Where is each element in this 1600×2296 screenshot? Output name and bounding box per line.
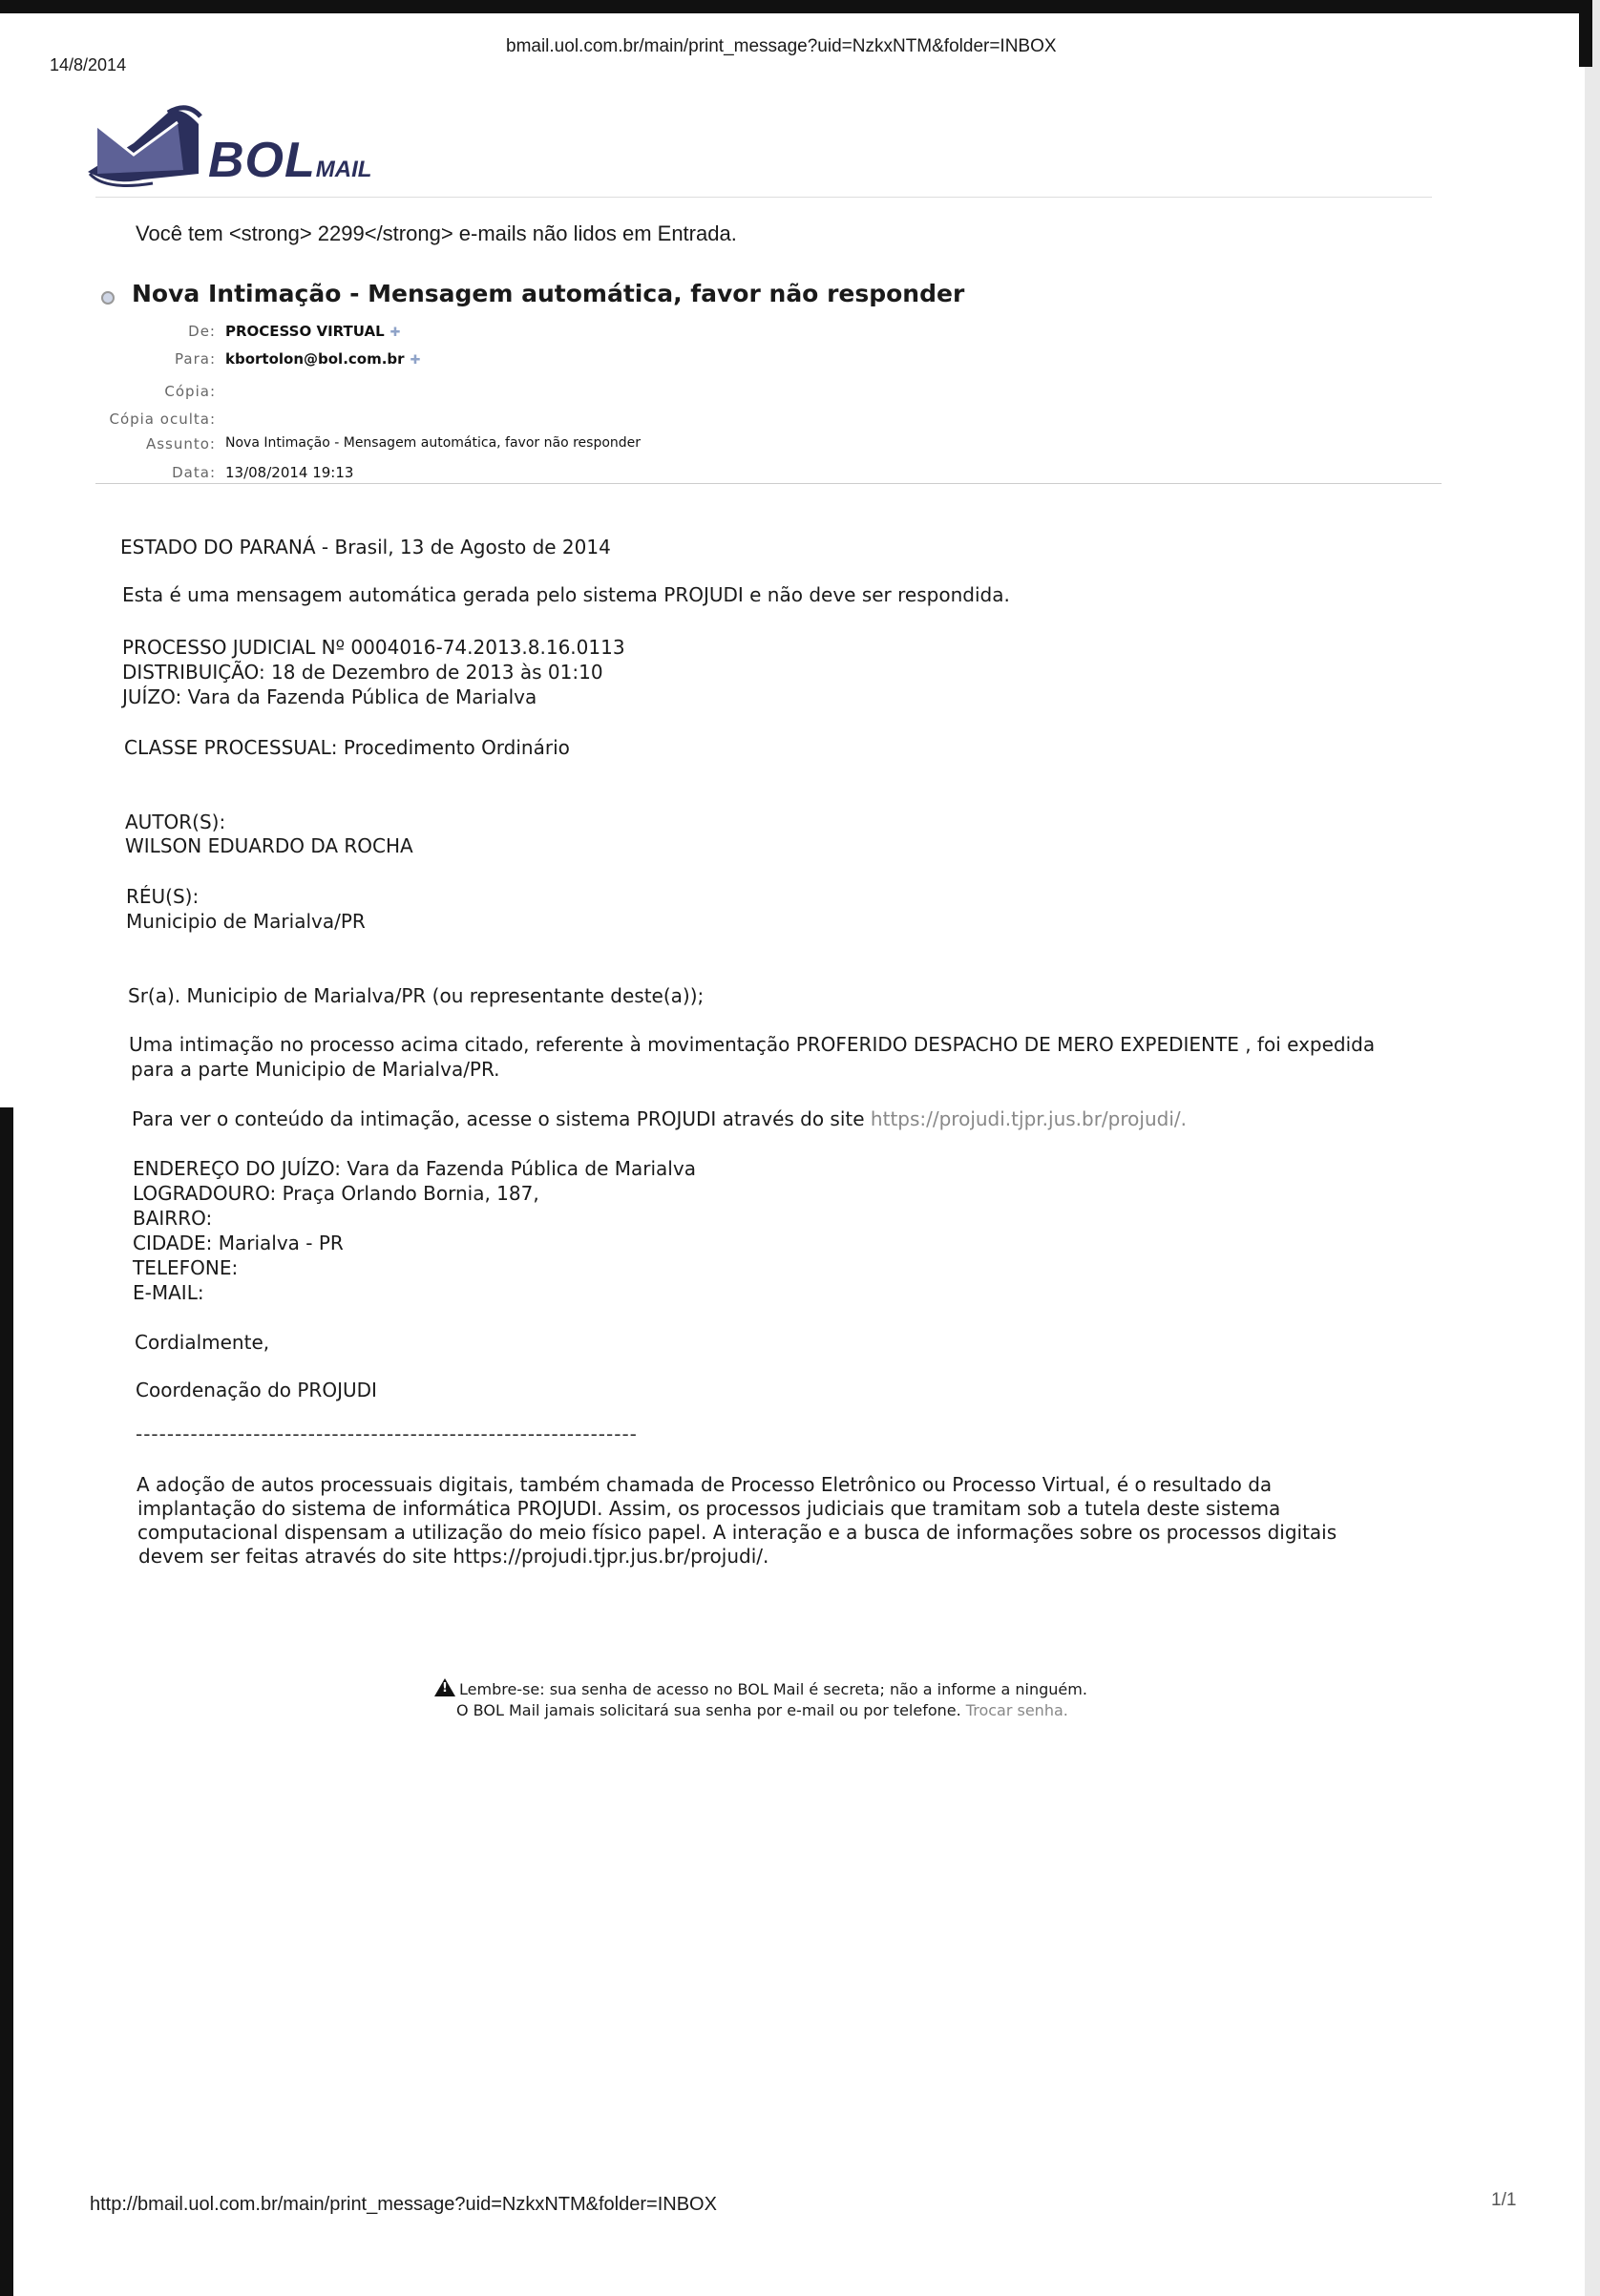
subject-value: Nova Intimação - Mensagem automática, favor não responder [225, 435, 642, 451]
change-password-link[interactable]: Trocar senha. [965, 1701, 1068, 1719]
body-line: ESTADO DO PARANÁ - Brasil, 13 de Agosto de 2014 [120, 536, 611, 558]
headers-divider [95, 483, 1442, 484]
body-line: PROCESSO JUDICIAL Nº 0004016-74.2013.8.16.0113 [122, 636, 625, 659]
scan-edge-left [0, 1107, 13, 2296]
logo-wordmark: BOLMAIL [208, 133, 372, 188]
message-subject-title: Nova Intimação - Mensagem automática, favor não responder [132, 280, 965, 307]
body-line: devem ser feitas através do site https://projudi.tjpr.jus.br/projudi/. [138, 1545, 769, 1568]
body-line: Sr(a). Municipio de Marialva/PR (ou representante deste(a)); [128, 984, 705, 1007]
scan-edge-right-corner [1579, 0, 1592, 67]
body-line: Uma intimação no processo acima citado, referente à movimentação PROFERIDO DESPACHO DE MERO EXPEDIENTE , foi expedida [129, 1033, 1376, 1056]
body-line: CIDADE: Marialva - PR [133, 1232, 344, 1254]
body-line: BAIRRO: [133, 1207, 213, 1230]
envelope-logo-icon [76, 95, 220, 191]
body-line: implantação do sistema de informática PROJUDI. Assim, os processos judiciais que tramitam sob a tutela deste sistema [137, 1497, 1281, 1520]
body-line: Esta é uma mensagem automática gerada pelo sistema PROJUDI e não deve ser respondida. [122, 583, 1010, 606]
recipient-email: kbortolon@bol.com.br [225, 350, 405, 368]
header-divider [95, 197, 1432, 198]
body-line: TELEFONE: [133, 1256, 239, 1279]
body-line: Cordialmente, [135, 1331, 270, 1354]
scan-edge-top [0, 0, 1600, 13]
body-line: AUTOR(S): [125, 811, 226, 833]
body-line: Coordenação do PROJUDI [136, 1379, 377, 1401]
date-value: 13/08/2014 19:13 [225, 464, 354, 481]
add-contact-icon[interactable]: ✚ [410, 353, 421, 368]
body-line: Municipio de Marialva/PR [126, 910, 366, 933]
body-line: JUÍZO: Vara da Fazenda Pública de Marialva [122, 685, 537, 708]
body-line: RÉU(S): [126, 885, 200, 908]
print-date: 14/8/2014 [50, 55, 127, 74]
body-line: E-MAIL: [133, 1281, 204, 1304]
body-line: WILSON EDUARDO DA ROCHA [125, 834, 413, 857]
body-line: A adoção de autos processuais digitais, também chamada de Processo Eletrônico ou Processo Virtual, é o resultado da [137, 1473, 1273, 1496]
unread-notice: Você tem <strong> 2299</strong> e-mails não lidos em Entrada. [136, 221, 737, 245]
body-line: LOGRADOURO: Praça Orlando Bornia, 187, [133, 1182, 539, 1205]
body-line: Para ver o conteúdo da intimação, acesse o sistema PROJUDI através do site https://projudi.tjpr.jus.br/projudi/. [132, 1107, 1187, 1130]
body-line: computacional dispensam a utilização do meio físico papel. A interação e a busca de informações sobre os processos digitais [137, 1521, 1337, 1544]
print-footer-url: http://bmail.uol.com.br/main/print_message?uid=NzkxNTM&folder=INBOX [90, 2194, 717, 2215]
security-reminder: !Lembre-se: sua senha de acesso no BOL Mail é secreta; não a informe a ninguém. [434, 1678, 1087, 1698]
page-number: 1/1 [1491, 2190, 1517, 2210]
body-line: para a parte Municipio de Marialva/PR. [131, 1058, 500, 1081]
scan-edge-right [1585, 0, 1600, 2296]
sender-name: PROCESSO VIRTUAL [225, 323, 385, 340]
body-line: ENDEREÇO DO JUÍZO: Vara da Fazenda Pública de Marialva [133, 1157, 696, 1180]
projudi-link[interactable]: https://projudi.tjpr.jus.br/projudi/. [870, 1107, 1187, 1130]
print-url: bmail.uol.com.br/main/print_message?uid=NzkxNTM&folder=INBOX [506, 36, 1057, 56]
body-line: CLASSE PROCESSUAL: Procedimento Ordinário [124, 736, 570, 759]
security-reminder-line2: O BOL Mail jamais solicitará sua senha por e-mail ou por telefone. Trocar senha. [456, 1701, 1068, 1719]
separator-line: ---------------------------------------------------------------- [136, 1422, 638, 1445]
add-contact-icon[interactable]: ✚ [389, 326, 401, 340]
body-line: DISTRIBUIÇÃO: 18 de Dezembro de 2013 às 01:10 [122, 661, 603, 684]
warning-icon [434, 1678, 455, 1696]
message-bullet-icon [101, 291, 115, 305]
